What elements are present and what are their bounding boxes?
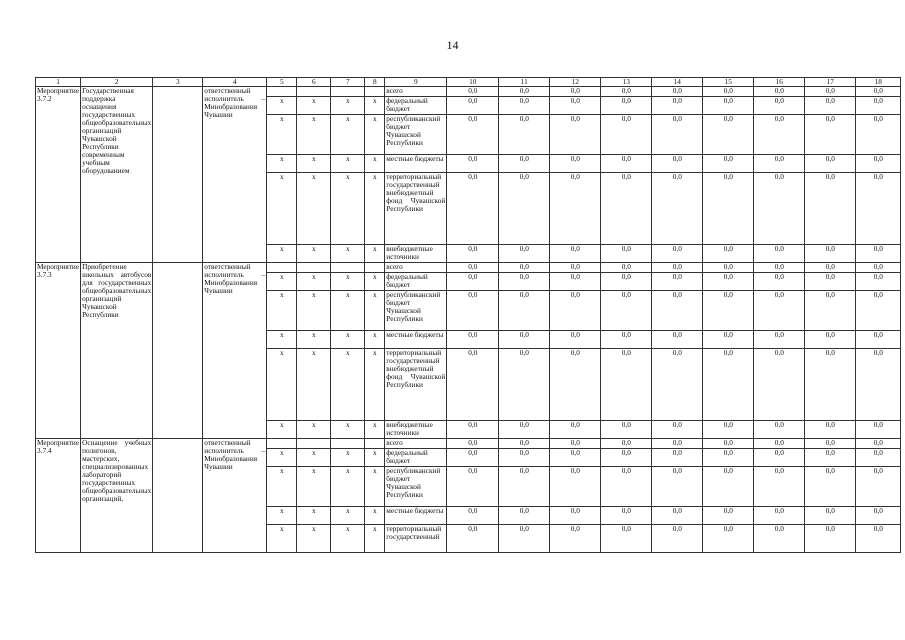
amount-cell: 0,0 [754,97,805,115]
amount-cell: 0,0 [499,291,550,331]
amount-cell: 0,0 [703,263,754,273]
amount-cell: 0,0 [652,349,703,421]
amount-cell: 0,0 [601,449,652,467]
amount-cell: 0,0 [652,87,703,97]
amount-cell: 0,0 [601,173,652,245]
amount-cell: 0,0 [447,87,499,97]
code-mark-cell: x [365,173,385,245]
amount-cell: 0,0 [856,439,901,449]
amount-cell: 0,0 [601,439,652,449]
amount-cell: 0,0 [447,421,499,439]
code-mark-cell [297,263,331,273]
amount-cell: 0,0 [499,439,550,449]
amount-cell: 0,0 [499,97,550,115]
amount-cell: 0,0 [447,467,499,507]
amount-cell: 0,0 [447,291,499,331]
code-mark-cell: x [267,115,297,155]
code-mark-cell [331,87,365,97]
amount-cell: 0,0 [652,263,703,273]
amount-cell: 0,0 [499,263,550,273]
code-mark-cell [331,263,365,273]
code-mark-cell: x [297,507,331,525]
code-mark-cell: x [331,155,365,173]
code-mark-cell: x [365,467,385,507]
amount-cell: 0,0 [499,173,550,245]
amount-cell: 0,0 [805,87,856,97]
table-row [36,439,901,449]
amount-cell: 0,0 [550,245,601,263]
amount-cell: 0,0 [447,349,499,421]
amount-cell: 0,0 [856,245,901,263]
header-cell: 3 [153,78,203,87]
amount-cell: 0,0 [499,467,550,507]
code-mark-cell: x [331,507,365,525]
amount-cell: 0,0 [703,173,754,245]
code-mark-cell [331,439,365,449]
code-mark-cell: x [297,155,331,173]
amount-cell: 0,0 [550,349,601,421]
code-mark-cell: x [365,507,385,525]
amount-cell: 0,0 [550,421,601,439]
amount-cell: 0,0 [499,155,550,173]
code-mark-cell: x [331,97,365,115]
amount-cell: 0,0 [805,291,856,331]
amount-cell: 0,0 [447,115,499,155]
amount-cell: 0,0 [856,449,901,467]
amount-cell: 0,0 [754,273,805,291]
measure-empty-cell [153,439,203,553]
funding-source: всего [385,263,447,273]
code-mark-cell: x [331,273,365,291]
code-mark-cell [297,87,331,97]
code-mark-cell: x [365,291,385,331]
code-mark-cell: x [365,449,385,467]
code-mark-cell: x [297,349,331,421]
amount-cell: 0,0 [601,331,652,349]
amount-cell: 0,0 [601,97,652,115]
code-mark-cell: x [297,525,331,553]
amount-cell: 0,0 [652,155,703,173]
funding-table [35,77,901,553]
amount-cell: 0,0 [652,291,703,331]
amount-cell: 0,0 [601,115,652,155]
header-cell: 5 [267,78,297,87]
code-mark-cell: x [297,245,331,263]
header-cell: 18 [856,78,901,87]
code-mark-cell: x [297,115,331,155]
header-cell: 10 [447,78,499,87]
amount-cell: 0,0 [550,155,601,173]
code-mark-cell: x [297,291,331,331]
amount-cell: 0,0 [703,87,754,97]
code-mark-cell: x [365,273,385,291]
amount-cell: 0,0 [805,507,856,525]
amount-cell: 0,0 [652,173,703,245]
funding-source: всего [385,439,447,449]
header-cell: 16 [754,78,805,87]
amount-cell: 0,0 [805,421,856,439]
amount-cell: 0,0 [805,115,856,155]
amount-cell: 0,0 [447,449,499,467]
amount-cell: 0,0 [805,439,856,449]
measure-executor: ответственный исполнитель – Минобразования Чувашии [203,263,267,439]
amount-cell: 0,0 [550,273,601,291]
funding-source: всего [385,87,447,97]
amount-cell: 0,0 [499,349,550,421]
amount-cell: 0,0 [550,115,601,155]
amount-cell: 0,0 [805,97,856,115]
amount-cell: 0,0 [856,155,901,173]
header-cell: 12 [550,78,601,87]
amount-cell: 0,0 [499,449,550,467]
funding-source: федеральный бюджет [385,449,447,467]
amount-cell: 0,0 [805,245,856,263]
amount-cell: 0,0 [601,155,652,173]
code-mark-cell [297,439,331,449]
amount-cell: 0,0 [856,273,901,291]
amount-cell: 0,0 [447,245,499,263]
amount-cell: 0,0 [652,245,703,263]
code-mark-cell: x [297,421,331,439]
amount-cell: 0,0 [499,245,550,263]
code-mark-cell [365,439,385,449]
amount-cell: 0,0 [652,331,703,349]
header-cell: 7 [331,78,365,87]
code-mark-cell: x [365,525,385,553]
amount-cell: 0,0 [703,245,754,263]
amount-cell: 0,0 [703,507,754,525]
amount-cell: 0,0 [601,421,652,439]
amount-cell: 0,0 [550,331,601,349]
code-mark-cell: x [331,449,365,467]
code-mark-cell: x [267,245,297,263]
funding-source: федеральный бюджет [385,97,447,115]
amount-cell: 0,0 [805,349,856,421]
amount-cell: 0,0 [754,87,805,97]
amount-cell: 0,0 [499,507,550,525]
amount-cell: 0,0 [447,97,499,115]
amount-cell: 0,0 [550,439,601,449]
code-mark-cell: x [365,421,385,439]
funding-source: республиканский бюджет Чувашской Республики [385,467,447,507]
page-number: 14 [446,38,459,52]
measure-empty-cell [153,87,203,263]
code-mark-cell: x [267,349,297,421]
code-mark-cell: x [267,525,297,553]
code-mark-cell: x [267,507,297,525]
amount-cell: 0,0 [805,525,856,553]
amount-cell: 0,0 [703,525,754,553]
amount-cell: 0,0 [805,449,856,467]
amount-cell: 0,0 [601,507,652,525]
amount-cell: 0,0 [447,155,499,173]
amount-cell: 0,0 [652,449,703,467]
code-mark-cell: x [365,331,385,349]
table-row [36,263,901,273]
amount-cell: 0,0 [754,173,805,245]
code-mark-cell: x [297,449,331,467]
amount-cell: 0,0 [754,507,805,525]
table-row [36,87,901,97]
code-mark-cell: x [267,155,297,173]
header-cell: 15 [703,78,754,87]
funding-source: республиканский бюджет Чувашской Республики [385,291,447,331]
measure-code: Мероприятие 3.7.3 [36,263,81,439]
header-cell: 8 [365,78,385,87]
amount-cell: 0,0 [652,97,703,115]
amount-cell: 0,0 [601,273,652,291]
amount-cell: 0,0 [754,331,805,349]
measure-name: Государственная поддержка оснащения государственных общеобразовательных организаций Чувашской Республики современным учебным оборудованием [81,87,153,263]
amount-cell: 0,0 [703,439,754,449]
amount-cell: 0,0 [499,87,550,97]
funding-source: местные бюджеты [385,507,447,525]
amount-cell: 0,0 [856,507,901,525]
measure-executor: ответственный исполнитель – Минобразования Чувашии [203,87,267,263]
amount-cell: 0,0 [601,291,652,331]
code-mark-cell: x [331,115,365,155]
amount-cell: 0,0 [652,467,703,507]
code-mark-cell: x [365,115,385,155]
funding-source: республиканский бюджет Чувашской Республики [385,115,447,155]
funding-source: местные бюджеты [385,155,447,173]
code-mark-cell: x [365,245,385,263]
header-cell: 4 [203,78,267,87]
amount-cell: 0,0 [754,421,805,439]
amount-cell: 0,0 [447,273,499,291]
amount-cell: 0,0 [652,421,703,439]
code-mark-cell: x [267,291,297,331]
code-mark-cell: x [297,273,331,291]
amount-cell: 0,0 [703,115,754,155]
amount-cell: 0,0 [601,525,652,553]
amount-cell: 0,0 [652,439,703,449]
amount-cell: 0,0 [550,449,601,467]
code-mark-cell: x [331,173,365,245]
measure-executor: ответственный исполнитель – Минобразования Чувашии [203,439,267,553]
code-mark-cell: x [331,525,365,553]
amount-cell: 0,0 [856,291,901,331]
header-cell: 1 [36,78,81,87]
amount-cell: 0,0 [601,467,652,507]
amount-cell: 0,0 [703,449,754,467]
measure-code: Мероприятие 3.7.4 [36,439,81,553]
code-mark-cell: x [365,349,385,421]
amount-cell: 0,0 [447,263,499,273]
amount-cell: 0,0 [703,291,754,331]
amount-cell: 0,0 [703,349,754,421]
code-mark-cell: x [331,245,365,263]
code-mark-cell [267,263,297,273]
code-mark-cell: x [297,173,331,245]
amount-cell: 0,0 [550,525,601,553]
amount-cell: 0,0 [447,439,499,449]
code-mark-cell: x [267,273,297,291]
measure-name: Оснащение учебных полигонов, мастерских, специализированных лабораторий государственных общеобразовательных организаций, [81,439,153,553]
amount-cell: 0,0 [703,97,754,115]
amount-cell: 0,0 [703,155,754,173]
amount-cell: 0,0 [550,507,601,525]
code-mark-cell [365,87,385,97]
amount-cell: 0,0 [652,115,703,155]
amount-cell: 0,0 [499,525,550,553]
amount-cell: 0,0 [601,349,652,421]
code-mark-cell: x [267,449,297,467]
header-cell: 17 [805,78,856,87]
amount-cell: 0,0 [856,97,901,115]
code-mark-cell: x [267,331,297,349]
funding-source: внебюджетные источники [385,245,447,263]
amount-cell: 0,0 [703,273,754,291]
amount-cell: 0,0 [754,155,805,173]
amount-cell: 0,0 [499,331,550,349]
code-mark-cell: x [365,97,385,115]
measure-name: Приобретение школьных автобусов для государственных общеобразовательных организаций Чувашской Республики [81,263,153,439]
amount-cell: 0,0 [652,507,703,525]
code-mark-cell [267,439,297,449]
funding-source: территориальный государственный внебюджетный фонд Чувашской Республики [385,173,447,245]
amount-cell: 0,0 [550,97,601,115]
amount-cell: 0,0 [703,331,754,349]
amount-cell: 0,0 [856,331,901,349]
funding-source: местные бюджеты [385,331,447,349]
amount-cell: 0,0 [652,525,703,553]
amount-cell: 0,0 [856,87,901,97]
amount-cell: 0,0 [703,467,754,507]
code-mark-cell: x [365,155,385,173]
amount-cell: 0,0 [703,421,754,439]
amount-cell: 0,0 [550,87,601,97]
header-row [36,78,901,87]
amount-cell: 0,0 [499,421,550,439]
amount-cell: 0,0 [754,263,805,273]
amount-cell: 0,0 [499,115,550,155]
code-mark-cell: x [331,291,365,331]
amount-cell: 0,0 [856,525,901,553]
amount-cell: 0,0 [601,245,652,263]
header-cell: 11 [499,78,550,87]
amount-cell: 0,0 [601,263,652,273]
amount-cell: 0,0 [805,331,856,349]
amount-cell: 0,0 [447,331,499,349]
header-cell: 13 [601,78,652,87]
amount-cell: 0,0 [856,173,901,245]
funding-source: внебюджетные источники [385,421,447,439]
amount-cell: 0,0 [856,467,901,507]
code-mark-cell: x [267,467,297,507]
header-cell: 9 [385,78,447,87]
measure-code: Мероприятие 3.7.2 [36,87,81,263]
header-cell: 14 [652,78,703,87]
amount-cell: 0,0 [601,87,652,97]
amount-cell: 0,0 [754,291,805,331]
measure-empty-cell [153,263,203,439]
funding-source: федеральный бюджет [385,273,447,291]
amount-cell: 0,0 [856,115,901,155]
code-mark-cell: x [267,421,297,439]
amount-cell: 0,0 [447,525,499,553]
amount-cell: 0,0 [550,467,601,507]
code-mark-cell: x [297,331,331,349]
amount-cell: 0,0 [754,349,805,421]
amount-cell: 0,0 [754,439,805,449]
amount-cell: 0,0 [652,273,703,291]
code-mark-cell: x [331,467,365,507]
amount-cell: 0,0 [447,173,499,245]
amount-cell: 0,0 [856,421,901,439]
code-mark-cell: x [297,97,331,115]
amount-cell: 0,0 [754,115,805,155]
header-cell: 2 [81,78,153,87]
amount-cell: 0,0 [805,155,856,173]
code-mark-cell: x [267,97,297,115]
code-mark-cell: x [267,173,297,245]
code-mark-cell: x [331,331,365,349]
amount-cell: 0,0 [856,349,901,421]
amount-cell: 0,0 [499,273,550,291]
amount-cell: 0,0 [550,173,601,245]
header-cell: 6 [297,78,331,87]
code-mark-cell [365,263,385,273]
code-mark-cell: x [297,467,331,507]
amount-cell: 0,0 [754,467,805,507]
amount-cell: 0,0 [805,467,856,507]
amount-cell: 0,0 [805,273,856,291]
amount-cell: 0,0 [447,507,499,525]
amount-cell: 0,0 [754,245,805,263]
code-mark-cell [267,87,297,97]
code-mark-cell: x [331,421,365,439]
funding-source: территориальный государственный [385,525,447,553]
amount-cell: 0,0 [550,291,601,331]
amount-cell: 0,0 [550,263,601,273]
code-mark-cell: x [331,349,365,421]
amount-cell: 0,0 [805,263,856,273]
funding-source: территориальный государственный внебюджетный фонд Чувашской Республики [385,349,447,421]
amount-cell: 0,0 [754,525,805,553]
amount-cell: 0,0 [856,263,901,273]
amount-cell: 0,0 [754,449,805,467]
amount-cell: 0,0 [805,173,856,245]
